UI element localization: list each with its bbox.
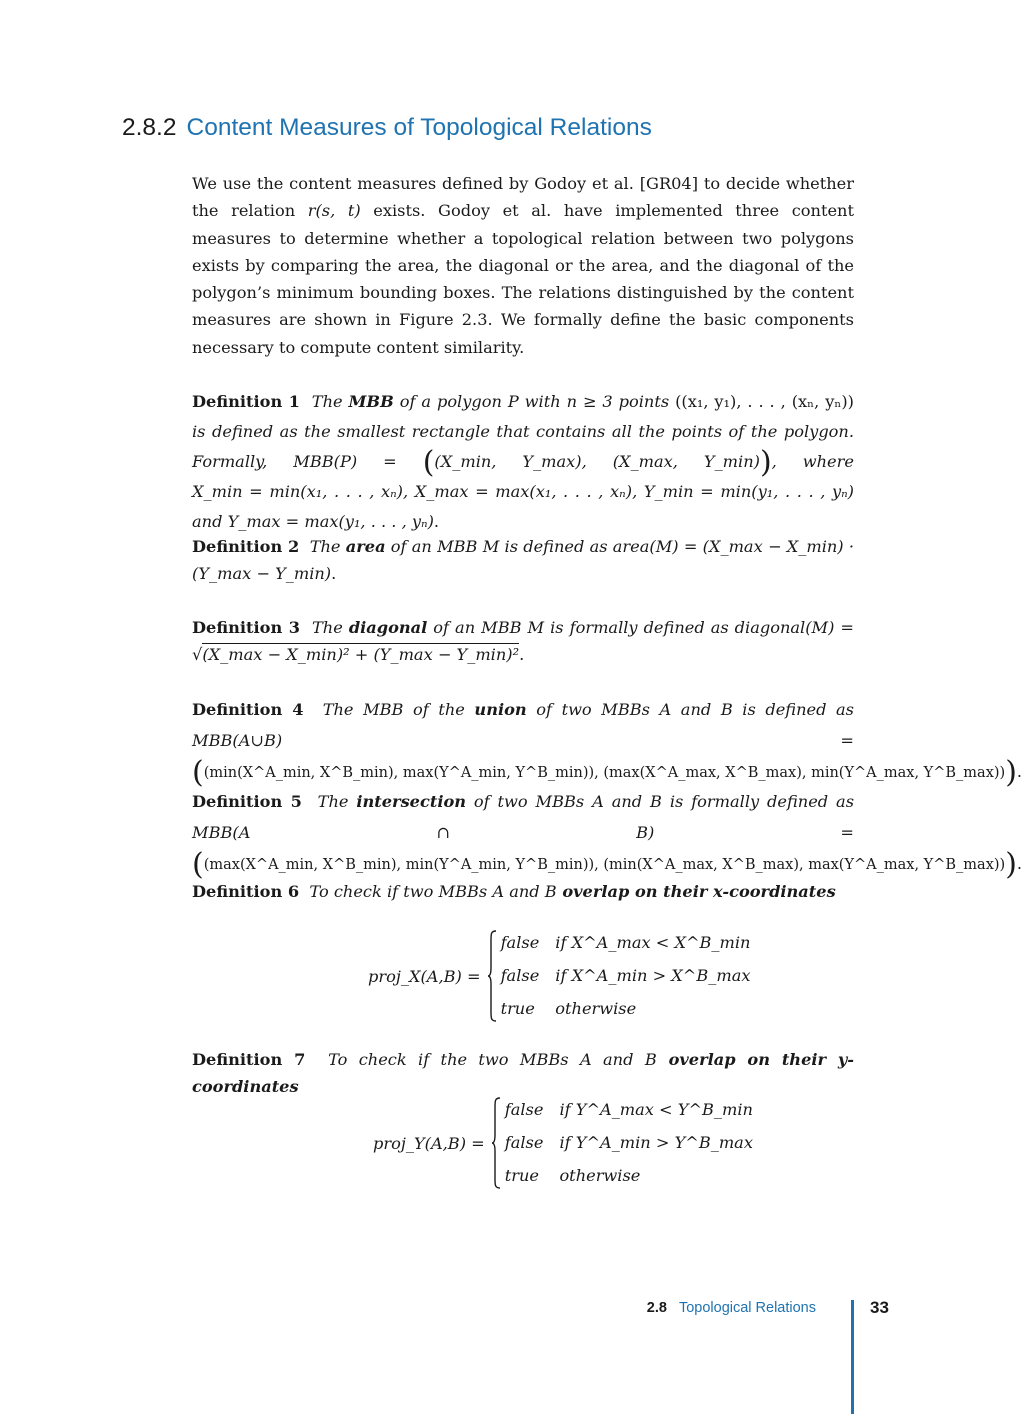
definition-label: Definition 7	[192, 1050, 306, 1069]
definition-label: Definition 1	[192, 392, 300, 411]
proj-x-cases	[501, 931, 751, 1021]
def-math: B	[720, 700, 733, 719]
proj-y-equation	[373, 1097, 753, 1189]
def-text: with	[518, 392, 567, 411]
def-math: (A ∩ B) =	[232, 823, 854, 842]
definition-5: Definition 5 The intersection of two MBBs A and B is formally defined as MBB(A ∩ B) = ((max(X^A_min, X^B_min), min(Y^A_min, Y^B_min)), (min(X^A_max, X^B_max), max(Y^A_max, Y^B_max))).	[192, 792, 1022, 882]
def-math: (X_min, Y_max), (X_max, Y_min)	[434, 452, 760, 471]
def-term: overlap on their x-coordinates	[556, 882, 836, 901]
definition-label: Definition 6	[192, 882, 300, 901]
running-footer	[560, 1300, 816, 1316]
definition-3: Definition 3 The diagonal of an MBB M is formally defined as diagonal(M) = √(X_max − X_min)² + (Y_max − Y_min)².	[192, 618, 854, 665]
def-text: To check if the two MBBs	[328, 1050, 580, 1069]
intro-paragraph	[192, 170, 854, 361]
def-math: (min(X^A_min, X^B_min), max(Y^A_min, Y^B_min)), (max(X^A_max, X^B_max), min(Y^A_max, Y^B_max))	[203, 765, 1006, 781]
definition-2: Definition 2 The area of an MBB M is defined as area(M) = (X_max − X_min) · (Y_max − Y_min).	[192, 537, 855, 584]
case-condition: if Y^A_max < Y^B_min	[559, 1100, 753, 1119]
def-math: X_min = min(x₁, . . . , xₙ)	[192, 482, 403, 501]
proj-y-cases	[505, 1098, 753, 1188]
definition-label: Definition 5	[192, 792, 302, 811]
intro-text-1: We use the content measures defined by Godoy et al. [GR04] to decide whether the relation	[192, 174, 854, 221]
def-math: X_max = max(x₁, . . . , xₙ)	[414, 482, 633, 501]
case-value: false	[500, 966, 540, 985]
page-number: 33	[870, 1298, 889, 1317]
case-value: true	[500, 999, 535, 1018]
def-text: of a polygon	[393, 392, 508, 411]
def-math: B	[644, 1050, 657, 1069]
footer-section-title: Topological Relations	[678, 1300, 816, 1316]
definition-4: Definition 4 The MBB of the union of two MBBs A and B is defined as MBB(A∪B) = ((min(X^A_min, X^B_min), max(Y^A_min, Y^B_min)), (max(X^A_max, X^B_max), min(Y^A_max, Y^B_max))).	[192, 700, 1022, 790]
def-math: M	[482, 537, 500, 556]
left-brace-icon	[487, 930, 497, 1022]
def-text: and	[192, 512, 228, 531]
def-math: (X_max − X_min)² + (Y_max − Y_min)²	[202, 645, 520, 665]
def-term: union	[474, 700, 527, 719]
def-text: is formally defined as MBB	[192, 792, 855, 842]
def-math: M	[527, 618, 545, 637]
def-math: A	[592, 792, 604, 811]
intro-relation-math: r(s, t)	[307, 201, 361, 221]
definition-1: Definition 1 The MBB of a polygon P with n ≥ 3 points ((x₁, y₁), . . . , (xₙ, yₙ)) is defined as the smallest rectangle that contains all the points of the polygon. Formally, MBB(P) = ((X_min, Y_max), (X_max, Y_min)), where X_min = min(x₁, . . . , xₙ), X_max = max(x₁, . . . , xₙ), Y_min = min(y₁, . . . , yₙ) and Y_max = max(y₁, . . . , yₙ).	[192, 392, 854, 531]
def-text: points	[612, 392, 676, 411]
def-text: , where	[771, 452, 854, 471]
def-text: of two MBBs	[466, 792, 593, 811]
def-math: (A∪B) =	[232, 731, 854, 750]
def-text: The	[309, 537, 346, 556]
def-math: B	[650, 792, 662, 811]
case-condition: otherwise	[559, 1166, 641, 1185]
def-text: The MBB of the	[322, 700, 475, 719]
def-math: Y_max = max(y₁, . . . , yₙ)	[227, 512, 434, 531]
case-condition: if X^A_min > X^B_max	[555, 966, 751, 985]
left-paren: (	[192, 847, 204, 882]
def-text: To check if two MBBs	[309, 882, 493, 901]
case-condition: if X^A_max < X^B_min	[555, 933, 751, 952]
def-math: A	[492, 882, 505, 901]
def-text: and	[504, 882, 545, 901]
def-term: area	[345, 537, 386, 556]
def-text: The	[312, 618, 349, 637]
def-text: MBB	[293, 452, 334, 471]
right-paren: )	[1005, 755, 1017, 790]
def-math: n ≥ 3	[566, 392, 613, 411]
case-value: false	[500, 933, 540, 952]
def-math: (max(X^A_min, X^B_min), min(Y^A_min, Y^B_min)), (min(X^A_max, X^B_max), max(Y^A_max, Y^B_max))	[203, 857, 1006, 873]
proj-x-equation	[368, 930, 750, 1022]
def-term: overlap on their y-coordinates	[192, 1050, 855, 1097]
definition-6	[192, 878, 854, 905]
def-text: and	[603, 792, 651, 811]
section-title: Content Measures of Topological Relations	[186, 114, 652, 141]
def-math: P	[507, 392, 519, 411]
def-term: MBB	[348, 392, 394, 411]
def-math: (P) =	[333, 452, 423, 471]
def-math: Y_min = min(y₁, . . . , yₙ)	[643, 482, 854, 501]
def-math: A	[579, 1050, 592, 1069]
case-condition: if Y^A_min > Y^B_max	[559, 1133, 753, 1152]
definition-label: Definition 3	[192, 618, 300, 637]
proj-y-lhs: proj_Y(A,B) =	[373, 1133, 485, 1153]
def-term: diagonal	[348, 618, 428, 637]
left-paren: (	[422, 445, 435, 480]
def-math: area(M) = (X_max − X_min) · (Y_max − Y_min)	[192, 537, 855, 584]
def-math: B	[544, 882, 557, 901]
footer-section-number: 2.8	[646, 1300, 667, 1316]
left-brace-icon	[491, 1097, 501, 1189]
def-text: and	[671, 700, 721, 719]
section-heading	[122, 112, 652, 144]
proj-x-lhs: proj_X(A,B) =	[368, 966, 481, 986]
def-text: of an MBB	[427, 618, 528, 637]
def-text: is defined as	[499, 537, 613, 556]
def-text: The	[317, 792, 357, 811]
def-math: A	[659, 700, 672, 719]
def-text: and	[591, 1050, 645, 1069]
sqrt-sign: √	[192, 645, 203, 665]
case-value: true	[504, 1166, 539, 1185]
right-paren: )	[759, 445, 772, 480]
right-paren: )	[1005, 847, 1017, 882]
def-text: is formally defined as	[544, 618, 735, 637]
left-paren: (	[192, 755, 204, 790]
case-condition: otherwise	[555, 999, 637, 1018]
section-number: 2.8.2	[122, 114, 177, 141]
def-text: of an MBB	[385, 537, 483, 556]
case-value: false	[504, 1100, 544, 1119]
def-text: is defined as MBB	[192, 700, 854, 750]
definition-label: Definition 4	[192, 700, 304, 719]
def-math: ((x₁, y₁), . . . , (xₙ, yₙ))	[675, 392, 854, 411]
def-text: The	[311, 392, 349, 411]
def-text: is defined as the smallest rectangle that contains all the points of the polygon. Formally,	[192, 422, 854, 471]
case-value: false	[504, 1133, 544, 1152]
def-math: diagonal(M) =	[734, 618, 854, 637]
definition-label: Definition 2	[192, 537, 300, 556]
footer-rule	[851, 1300, 854, 1414]
def-term: intersection	[356, 792, 467, 811]
def-text: of two MBBs	[526, 700, 660, 719]
intro-text-2: exists. Godoy et al. have implemented three content measures to determine whether a topological relation between two polygons exists by comparing the area, the diagonal or the area, and the diagonal of the polygon’s minimum bounding boxes. The relations distinguished by the content measures are shown in Figure 2.3. We formally define the basic components necessary to compute content similarity.	[192, 201, 854, 357]
definition-7	[192, 1046, 854, 1101]
